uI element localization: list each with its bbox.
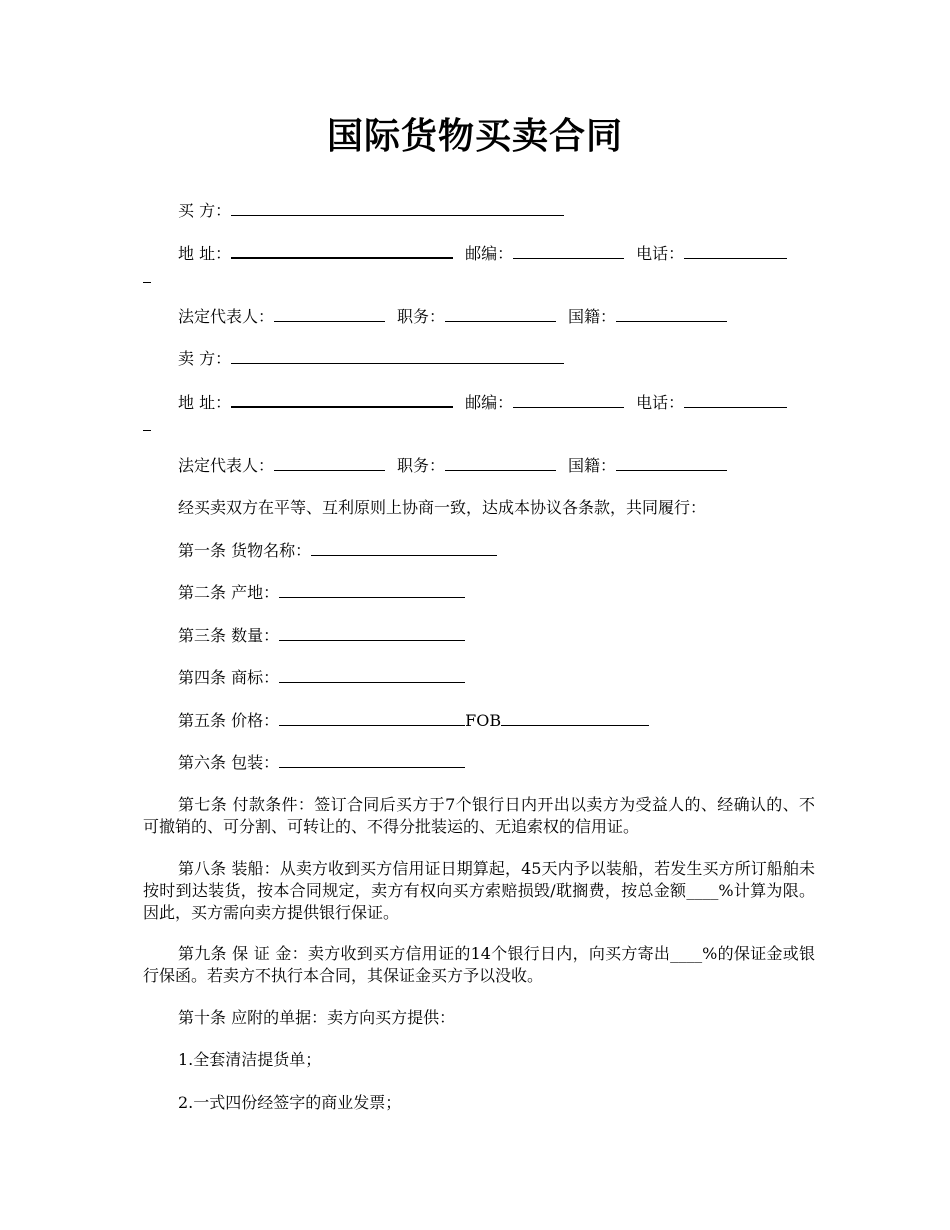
clause-5: [178, 709, 649, 732]
clause-4: [178, 666, 465, 689]
clause-1-blank: [311, 539, 497, 556]
seller-address-line: [178, 390, 787, 414]
document-item-1: 1.全套清洁提货单；: [178, 1050, 322, 1069]
buyer-label: 买 方：: [178, 201, 232, 220]
buyer-postcode-blank: [513, 242, 624, 259]
seller-phone-blank: [684, 391, 787, 408]
buyer-rep-label: 法定代表人：: [178, 307, 275, 326]
seller-rep-blank: [274, 454, 385, 471]
clause-1-label: 第一条 货物名称：: [178, 541, 312, 560]
clause-7: 第七条 付款条件：签订合同后买方于7个银行日内开出以卖方为受益人的、经确认的、不可撤销的、可分割、可转让的、不得分批装运的、无追索权的信用证。: [143, 795, 815, 836]
clause-4-label: 第四条 商标：: [178, 668, 280, 687]
seller-position-label: 职务：: [397, 456, 446, 475]
buyer-postcode-label: 邮编：: [465, 244, 514, 263]
seller-nationality-label: 国籍：: [568, 456, 617, 475]
clause-6-label: 第六条 包装：: [178, 753, 280, 772]
clause-2-label: 第二条 产地：: [178, 583, 280, 602]
clause-4-blank: [279, 666, 465, 683]
seller-phone-blank-overflow: [143, 430, 151, 431]
seller-line: [178, 347, 564, 370]
buyer-rep-blank: [274, 305, 385, 322]
clause-8: 第八条 装船：从卖方收到买方信用证日期算起，45天内予以装船，若发生买方所订船舶未按时到达装货，按本合同规定，卖方有权向买方索赔损毁/耽搁费，按总金额____%计算为限。因此，买方需向卖方提供银行保证。: [143, 859, 815, 922]
clause-3: [178, 624, 465, 647]
buyer-phone-blank: [684, 242, 787, 259]
seller-postcode-blank: [513, 391, 624, 408]
clause-3-blank: [279, 624, 465, 641]
seller-postcode-label: 邮编：: [465, 393, 514, 412]
buyer-position-label: 职务：: [397, 307, 446, 326]
clause-6: [178, 751, 465, 774]
buyer-nationality-blank: [616, 305, 727, 322]
clause-3-label: 第三条 数量：: [178, 626, 280, 645]
buyer-address-line: [178, 241, 787, 265]
buyer-position-blank: [445, 305, 556, 322]
buyer-blank: [231, 199, 564, 216]
seller-position-blank: [445, 454, 556, 471]
clause-6-blank: [279, 751, 465, 768]
buyer-address-label: 地 址：: [178, 244, 232, 263]
seller-blank: [231, 347, 564, 364]
buyer-rep-line: [178, 305, 727, 328]
clause-5-blank-b: [501, 709, 649, 726]
buyer-address-blank: [231, 241, 453, 259]
buyer-line: [178, 199, 564, 222]
seller-rep-label: 法定代表人：: [178, 456, 275, 475]
clause-9: 第九条 保 证 金：卖方收到买方信用证的14个银行日内，向买方寄出____%的保证金或银行保函。若卖方不执行本合同，其保证金买方予以没收。: [143, 944, 815, 985]
seller-address-blank: [231, 390, 453, 408]
buyer-phone-label: 电话：: [636, 244, 685, 263]
buyer-phone-blank-overflow: [143, 282, 151, 283]
clause-1: [178, 539, 497, 562]
clause-5-label: 第五条 价格：: [178, 711, 280, 730]
clause-2: [178, 581, 465, 604]
clause-5-blank-a: [279, 709, 465, 726]
document-item-2: 2.一式四份经签字的商业发票；: [178, 1093, 402, 1112]
clause-10: 第十条 应附的单据：卖方向买方提供：: [178, 1008, 456, 1027]
seller-nationality-blank: [616, 454, 727, 471]
seller-phone-label: 电话：: [636, 393, 685, 412]
clause-2-blank: [279, 581, 465, 598]
seller-address-label: 地 址：: [178, 393, 232, 412]
preamble: 经买卖双方在平等、互利原则上协商一致，达成本协议各条款，共同履行：: [178, 498, 707, 517]
document-title: 国际货物买卖合同: [326, 115, 623, 157]
seller-label: 卖 方：: [178, 349, 232, 368]
buyer-nationality-label: 国籍：: [568, 307, 617, 326]
clause-5-fob: FOB: [465, 711, 502, 730]
seller-rep-line: [178, 454, 727, 477]
